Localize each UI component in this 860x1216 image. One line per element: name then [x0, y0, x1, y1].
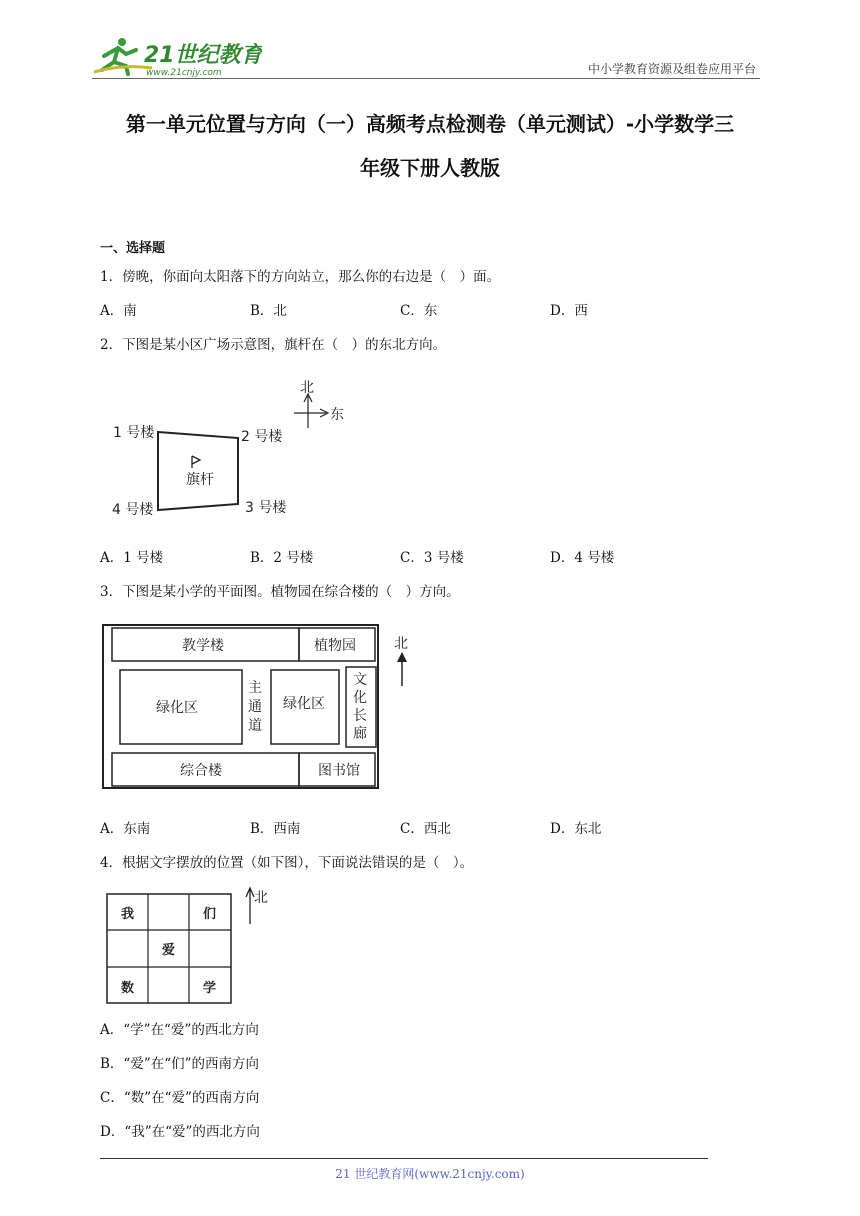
q4-option-b[interactable]: B．“爱”在“们”的西南方向 [100, 1056, 260, 1072]
q2-building-3: 3 号楼 [245, 500, 287, 516]
logo-text: 21世纪教育 [144, 43, 262, 68]
q1-option-d[interactable]: D．西 [550, 303, 588, 319]
q2-building-1: 1 号楼 [113, 425, 155, 441]
q2-option-a[interactable]: A．1 号楼 [100, 550, 164, 566]
q3-option-c[interactable]: C．西北 [400, 821, 451, 837]
q3-green1-label: 绿化区 [156, 700, 198, 716]
north-arrow-icon [246, 888, 254, 924]
q4-option-a[interactable]: A．“学”在“爱”的西北方向 [100, 1022, 259, 1038]
q4-cell-men: 们 [203, 907, 217, 922]
q2-option-c[interactable]: C．3 号楼 [400, 550, 464, 566]
q3-north-label: 北 [394, 636, 408, 652]
plaza-outline [158, 432, 238, 510]
flag-icon [192, 456, 200, 468]
q3-option-d[interactable]: D．东北 [550, 821, 602, 837]
q3-culture-char-1: 文 [353, 672, 367, 688]
q2-option-d[interactable]: D．4 号楼 [550, 550, 615, 566]
q2-north-label: 北 [300, 380, 314, 396]
question-4-stem: 4．根据文字摆放的位置（如下图），下面说法错误的是（ ）。 [100, 855, 474, 871]
q4-cell-wo: 我 [121, 907, 135, 922]
header-divider [92, 78, 760, 79]
question-1-stem: 1．傍晚，你面向太阳落下的方向站立，那么你的右边是（ ）面。 [100, 269, 501, 285]
q3-figure [100, 622, 420, 792]
q3-road-char-1: 主 [248, 680, 262, 696]
q2-flag-label: 旗杆 [186, 472, 214, 488]
q3-complex-label: 综合楼 [180, 763, 222, 779]
q3-option-a[interactable]: A．东南 [100, 821, 151, 837]
question-3-stem: 3．下图是某小学的平面图。植物园在综合楼的（ ）方向。 [100, 584, 460, 600]
q3-green2-label: 绿化区 [283, 696, 325, 712]
q4-cell-ai: 爱 [162, 943, 176, 958]
q1-option-a[interactable]: A．南 [100, 303, 137, 319]
q3-culture-char-3: 长 [353, 708, 367, 724]
q2-figure [100, 372, 360, 522]
q2-option-b[interactable]: B．2 号楼 [250, 550, 314, 566]
compass-icon [294, 394, 328, 428]
question-2-stem: 2．下图是某小区广场示意图，旗杆在（ ）的东北方向。 [100, 337, 447, 353]
north-arrow-icon [397, 652, 407, 686]
q2-building-4: 4 号楼 [112, 502, 154, 518]
page-title-line1: 第一单元位置与方向（一）高频考点检测卷（单元测试）-小学数学三 [125, 112, 735, 136]
q4-option-c[interactable]: C．“数”在“爱”的西南方向 [100, 1090, 260, 1106]
q3-culture-char-2: 化 [353, 690, 367, 706]
q2-building-2: 2 号楼 [241, 429, 283, 445]
q3-road-char-3: 道 [248, 718, 262, 734]
q4-north-label: 北 [254, 890, 268, 906]
footer-divider [100, 1158, 708, 1159]
q4-cell-shu: 数 [121, 981, 135, 996]
q3-road-char-2: 通 [248, 699, 262, 715]
site-logo [92, 34, 262, 78]
q3-library-label: 图书馆 [318, 763, 360, 779]
q3-culture-char-4: 廊 [353, 726, 367, 742]
q3-teaching-label: 教学楼 [182, 638, 224, 654]
q4-cell-xue: 学 [203, 981, 217, 996]
q1-option-c[interactable]: C．东 [400, 303, 438, 319]
q3-botanic-label: 植物园 [314, 638, 356, 654]
logo-url: www.21cnjy.com [146, 68, 222, 78]
page-title-line2: 年级下册人教版 [360, 156, 500, 180]
header-platform-text: 中小学教育资源及组卷应用平台 [587, 62, 756, 76]
q2-east-label: 东 [330, 407, 344, 423]
q3-option-b[interactable]: B．西南 [250, 821, 301, 837]
q4-option-d[interactable]: D．“我”在“爱”的西北方向 [100, 1124, 260, 1140]
q4-figure [104, 882, 284, 1006]
section-heading: 一、选择题 [100, 241, 166, 256]
q1-option-b[interactable]: B．北 [250, 303, 287, 319]
footer-link[interactable]: 21 世纪教育网(www.21cnjy.com) [335, 1167, 525, 1181]
